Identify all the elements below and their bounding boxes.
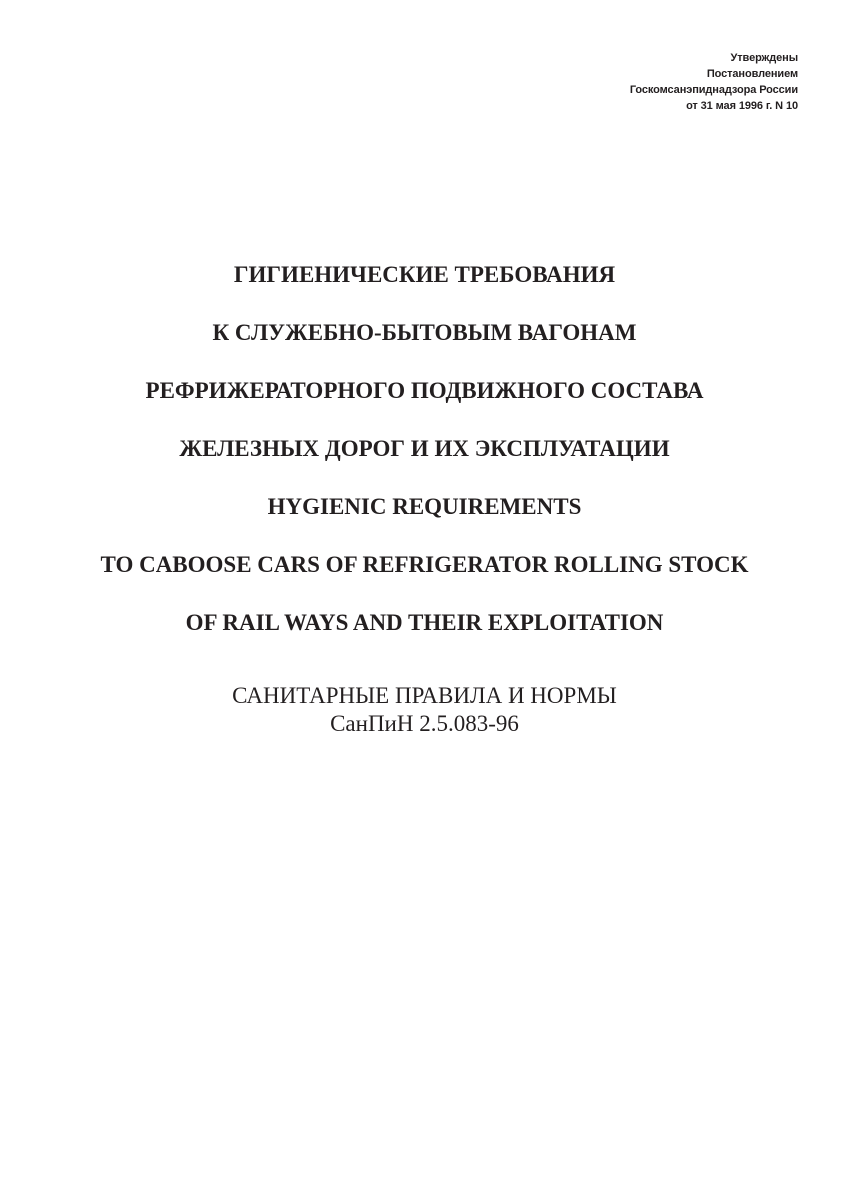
subtitle-document-code: СанПиН 2.5.083-96 xyxy=(330,711,519,736)
title-en-line-1: HYGIENIC REQUIREMENTS xyxy=(267,494,582,519)
approval-block xyxy=(630,50,798,114)
document-subtitle xyxy=(0,682,849,738)
approval-line-authority: Госкомсанэпиднадзора России xyxy=(629,84,798,96)
title-en-line-3: OF RAIL WAYS AND THEIR EXPLOITATION xyxy=(185,610,664,635)
document-title xyxy=(0,246,849,652)
approval-line-approved: Утверждены xyxy=(730,52,798,64)
title-ru-line-4: ЖЕЛЕЗНЫХ ДОРОГ И ИХ ЭКСПЛУАТАЦИИ xyxy=(179,436,670,461)
title-ru-line-1: ГИГИЕНИЧЕСКИЕ ТРЕБОВАНИЯ xyxy=(233,262,616,287)
title-ru-line-2: К СЛУЖЕБНО-БЫТОВЫМ ВАГОНАМ xyxy=(212,320,637,345)
approval-line-resolution: Постановлением xyxy=(706,68,798,80)
subtitle-rules-and-norms: САНИТАРНЫЕ ПРАВИЛА И НОРМЫ xyxy=(232,683,617,708)
approval-line-date: от 31 мая 1996 г. N 10 xyxy=(686,100,798,112)
title-ru-line-3: РЕФРИЖЕРАТОРНОГО ПОДВИЖНОГО СОСТАВА xyxy=(145,378,704,403)
title-en-line-2: TO CABOOSE CARS OF REFRIGERATOR ROLLING STOCK xyxy=(100,552,749,577)
